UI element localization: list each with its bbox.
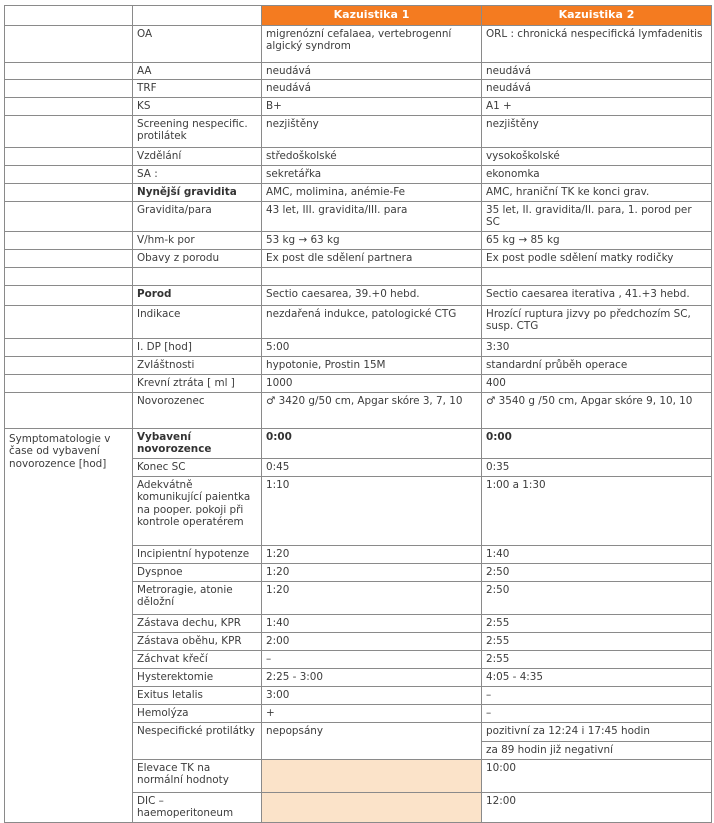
- case-2-cell: neudává: [482, 80, 712, 98]
- table-row: [5, 231, 712, 249]
- case-2-cell: 0:35: [482, 458, 712, 476]
- row-label: V/hm-k por: [133, 231, 262, 249]
- header-case-1: Kazuistika 1: [262, 6, 482, 26]
- case-2-cell: [482, 267, 712, 285]
- case-1-cell: nepopsány: [262, 722, 482, 759]
- case-2-cell: 1:00 a 1:30: [482, 476, 712, 545]
- case-1-cell: B+: [262, 97, 482, 115]
- case-1-highlight-cell: [262, 759, 482, 792]
- table-row: [5, 115, 712, 147]
- row-label: Vybavení novorozence: [133, 428, 262, 458]
- case-1-cell: 53 kg → 63 kg: [262, 231, 482, 249]
- table-row: [5, 201, 712, 231]
- table-row: [5, 80, 712, 98]
- row-label: Dyspnoe: [133, 563, 262, 581]
- group-cell: [5, 231, 133, 249]
- header-blank-cell: [133, 6, 262, 26]
- case-2-cell: 3:30: [482, 338, 712, 356]
- row-label: OA: [133, 25, 262, 62]
- case-2-cell: –: [482, 704, 712, 722]
- row-label: Exitus letalis: [133, 686, 262, 704]
- case-2-cell: ♂ 3540 g /50 cm, Apgar skóre 9, 10, 10: [482, 392, 712, 428]
- case-2-cell: Sectio caesarea iterativa , 41.+3 hebd.: [482, 285, 712, 305]
- case-2-cell: 2:55: [482, 614, 712, 632]
- case-2-cell: nezjištěny: [482, 115, 712, 147]
- case-1-cell: AMC, molimina, anémie-Fe: [262, 183, 482, 201]
- case-1-cell: hypotonie, Prostin 15M: [262, 356, 482, 374]
- case-1-cell: migrenózní cefalaea, vertebrogenní algický syndrom: [262, 25, 482, 62]
- case-2-cell: AMC, hraniční TK ke konci grav.: [482, 183, 712, 201]
- case-2-cell: –: [482, 686, 712, 704]
- table-row: [5, 428, 712, 458]
- group-cell: [5, 267, 133, 285]
- case-1-cell: 1:10: [262, 476, 482, 545]
- group-cell: [5, 392, 133, 428]
- case-2-cell: 400: [482, 374, 712, 392]
- row-label: Incipientní hypotenze: [133, 545, 262, 563]
- row-label: Adekvátně komunikující paientka na pooper. pokoji při kontrole operatérem: [133, 476, 262, 545]
- case-1-cell: sekretářka: [262, 165, 482, 183]
- case-2-cell: za 89 hodin již negativní: [482, 741, 712, 759]
- group-cell: [5, 356, 133, 374]
- row-label: I. DP [hod]: [133, 338, 262, 356]
- case-1-cell: 0:00: [262, 428, 482, 458]
- row-label: Nespecifické protilátky: [133, 722, 262, 759]
- group-cell: [5, 115, 133, 147]
- row-label: Zástava oběhu, KPR: [133, 632, 262, 650]
- case-1-cell: 43 let, III. gravidita/III. para: [262, 201, 482, 231]
- row-label: Hemolýza: [133, 704, 262, 722]
- group-cell: [5, 305, 133, 338]
- row-label: TRF: [133, 80, 262, 98]
- group-cell: [5, 25, 133, 62]
- case-2-cell: 1:40: [482, 545, 712, 563]
- case-2-cell: 10:00: [482, 759, 712, 792]
- row-label: Porod: [133, 285, 262, 305]
- table-row: [5, 285, 712, 305]
- case-1-cell: 5:00: [262, 338, 482, 356]
- header-case-2: Kazuistika 2: [482, 6, 712, 26]
- row-label: Indikace: [133, 305, 262, 338]
- spacer-row: [5, 267, 712, 285]
- case-1-cell: 1:20: [262, 545, 482, 563]
- table-row: [5, 338, 712, 356]
- group-cell: [5, 80, 133, 98]
- group-cell: [5, 97, 133, 115]
- case-1-cell: neudává: [262, 62, 482, 80]
- case-1-cell: 3:00: [262, 686, 482, 704]
- row-label: Gravidita/para: [133, 201, 262, 231]
- case-1-cell: neudává: [262, 80, 482, 98]
- row-label: Vzdělání: [133, 147, 262, 165]
- row-label: Nynější gravidita: [133, 183, 262, 201]
- row-label: [133, 267, 262, 285]
- case-2-cell: 35 let, II. gravidita/II. para, 1. porod per SC: [482, 201, 712, 231]
- row-label: Krevní ztráta [ ml ]: [133, 374, 262, 392]
- table-row: [5, 62, 712, 80]
- row-label: Metroragie, atonie děložní: [133, 581, 262, 614]
- case-1-cell: 1:40: [262, 614, 482, 632]
- case-1-cell: 1000: [262, 374, 482, 392]
- row-label: AA: [133, 62, 262, 80]
- table-row: [5, 392, 712, 428]
- case-2-cell: standardní průběh operace: [482, 356, 712, 374]
- table-row: [5, 183, 712, 201]
- group-cell: [5, 201, 133, 231]
- group-cell: [5, 183, 133, 201]
- case-1-cell: 0:45: [262, 458, 482, 476]
- case-1-cell: –: [262, 650, 482, 668]
- group-cell: [5, 285, 133, 305]
- row-label: KS: [133, 97, 262, 115]
- header-blank-cell: [5, 6, 133, 26]
- case-2-cell: 2:50: [482, 581, 712, 614]
- case-1-cell: středoškolské: [262, 147, 482, 165]
- case-2-cell: Ex post podle sdělení matky rodičky: [482, 249, 712, 267]
- table-row: [5, 97, 712, 115]
- group-cell: [5, 165, 133, 183]
- group-cell: [5, 62, 133, 80]
- row-label: Screening nespecific. protilátek: [133, 115, 262, 147]
- row-label: Záchvat křečí: [133, 650, 262, 668]
- group-cell: [5, 147, 133, 165]
- case-1-cell: nezdařená indukce, patologické CTG: [262, 305, 482, 338]
- row-label: Hysterektomie: [133, 668, 262, 686]
- case-2-cell: 0:00: [482, 428, 712, 458]
- row-label: SA :: [133, 165, 262, 183]
- case-2-cell: pozitivní za 12:24 i 17:45 hodin: [482, 722, 712, 741]
- case-1-cell: +: [262, 704, 482, 722]
- case-2-cell: 2:55: [482, 650, 712, 668]
- table-row: [5, 165, 712, 183]
- case-2-cell: A1 +: [482, 97, 712, 115]
- case-2-cell: ORL : chronická nespecifická lymfadenitis: [482, 25, 712, 62]
- case-1-cell: [262, 267, 482, 285]
- case-1-highlight-cell: [262, 792, 482, 822]
- case-2-cell: neudává: [482, 62, 712, 80]
- group-cell: [5, 249, 133, 267]
- row-label: Zvláštnosti: [133, 356, 262, 374]
- case-2-cell: 65 kg → 85 kg: [482, 231, 712, 249]
- table-row: [5, 305, 712, 338]
- case-2-cell: 2:50: [482, 563, 712, 581]
- case-1-cell: ♂ 3420 g/50 cm, Apgar skóre 3, 7, 10: [262, 392, 482, 428]
- case-1-cell: Ex post dle sdělení partnera: [262, 249, 482, 267]
- header-row: [5, 6, 712, 26]
- table-row: [5, 374, 712, 392]
- case-1-cell: nezjištěny: [262, 115, 482, 147]
- group-cell: [5, 338, 133, 356]
- row-label: DIC – haemoperitoneum: [133, 792, 262, 822]
- case-2-cell: vysokoškolské: [482, 147, 712, 165]
- row-label: Novorozenec: [133, 392, 262, 428]
- row-label: Konec SC: [133, 458, 262, 476]
- table-row: [5, 25, 712, 62]
- case-1-cell: Sectio caesarea, 39.+0 hebd.: [262, 285, 482, 305]
- case-comparison-table: [4, 5, 712, 823]
- table-row: [5, 147, 712, 165]
- symptom-group-label: Symptomatologie v čase od vybavení novorozence [hod]: [5, 428, 133, 822]
- group-cell: [5, 374, 133, 392]
- case-1-cell: 2:00: [262, 632, 482, 650]
- case-2-cell: ekonomka: [482, 165, 712, 183]
- case-2-cell: 2:55: [482, 632, 712, 650]
- table-row: [5, 356, 712, 374]
- case-2-cell: 4:05 - 4:35: [482, 668, 712, 686]
- row-label: Elevace TK na normální hodnoty: [133, 759, 262, 792]
- case-2-cell: 12:00: [482, 792, 712, 822]
- case-1-cell: 1:20: [262, 563, 482, 581]
- row-label: Obavy z porodu: [133, 249, 262, 267]
- case-1-cell: 1:20: [262, 581, 482, 614]
- table-row: [5, 249, 712, 267]
- case-2-cell: Hrozící ruptura jizvy po předchozím SC, susp. CTG: [482, 305, 712, 338]
- case-1-cell: 2:25 - 3:00: [262, 668, 482, 686]
- row-label: Zástava dechu, KPR: [133, 614, 262, 632]
